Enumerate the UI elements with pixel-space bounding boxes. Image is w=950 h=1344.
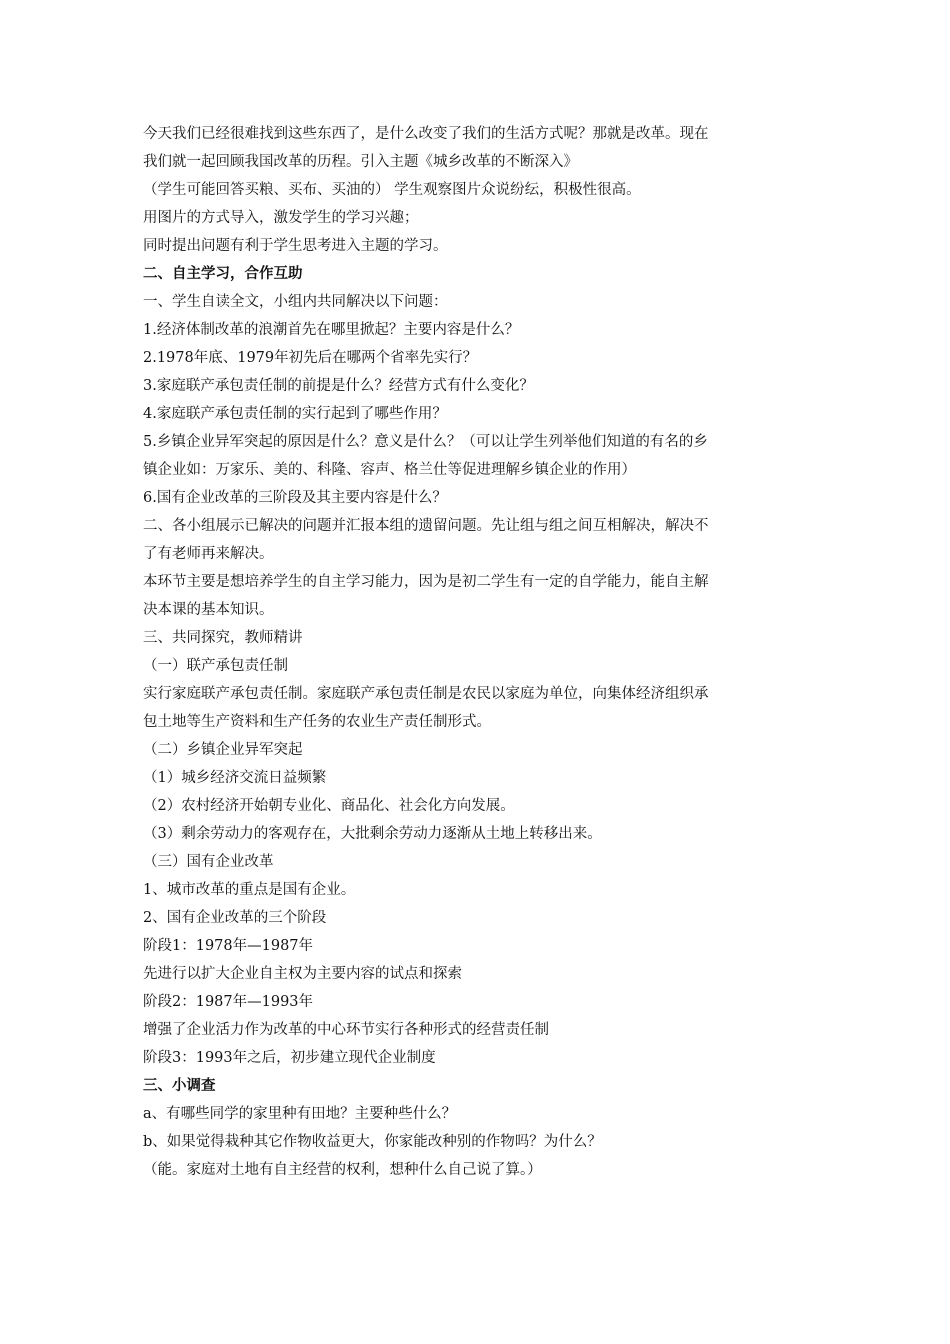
text-line: 1、城市改革的重点是国有企业。 [143,882,356,898]
text-line: （2）农村经济开始朝专业化、商品化、社会化方向发展。 [143,798,515,814]
text-line: 阶段1：1978年—1987年 [143,938,314,954]
text-line: a、有哪些同学的家里种有田地？主要种些什么？ [143,1106,457,1122]
text-line: 4.家庭联产承包责任制的实行起到了哪些作用？ [143,406,447,422]
text-line: 阶段3：1993年之后，初步建立现代企业制度 [143,1050,436,1066]
text-line: 镇企业如：万家乐、美的、科隆、容声、格兰仕等促进理解乡镇企业的作用） [143,462,636,478]
text-line: 今天我们已经很难找到这些东西了，是什么改变了我们的生活方式呢？那就是改革。现在 [143,126,709,142]
text-line: 二、各小组展示已解决的问题并汇报本组的遗留问题。先让组与组之间互相解决，解决不 [143,518,709,534]
text-line: 3.家庭联产承包责任制的前提是什么？经营方式有什么变化？ [143,378,534,394]
text-line: 1.经济体制改革的浪潮首先在哪里掀起？主要内容是什么？ [143,322,520,338]
text-line: 2、国有企业改革的三个阶段 [143,910,327,926]
text-line: 用图片的方式导入，激发学生的学习兴趣； [143,210,419,226]
text-line: 6.国有企业改革的三阶段及其主要内容是什么？ [143,490,447,506]
text-line: 2.1978年底、1979年初先后在哪两个省率先实行？ [143,350,478,366]
text-line: 先进行以扩大企业自主权为主要内容的试点和探索 [143,966,462,982]
text-line: （三）国有企业改革 [143,854,274,870]
text-line: 增强了企业活力作为改革的中心环节实行各种形式的经营责任制 [143,1022,549,1038]
text-line: 三、共同探究，教师精讲 [143,630,303,646]
document-body [143,120,813,1184]
text-line: （能。家庭对土地有自主经营的权利，想种什么自己说了算。） [143,1162,542,1178]
text-line: 本环节主要是想培养学生的自主学习能力，因为是初二学生有一定的自学能力，能自主解 [143,574,709,590]
text-line: 包土地等生产资料和生产任务的农业生产责任制形式。 [143,714,491,730]
text-line: 同时提出问题有利于学生思考进入主题的学习。 [143,238,448,254]
text-line: 了有老师再来解决。 [143,546,274,562]
text-line: （一）联产承包责任制 [143,658,288,674]
text-line: 我们就一起回顾我国改革的历程。引入主题《城乡改革的不断深入》 [143,154,578,170]
text-line: 一、学生自读全文，小组内共同解决以下问题： [143,294,448,310]
text-line: 5.乡镇企业异军突起的原因是什么？意义是什么？（可以让学生列举他们知道的有名的乡 [143,434,708,450]
text-line: b、如果觉得栽种其它作物收益更大，你家能改种别的作物吗？为什么？ [143,1134,602,1150]
text-line: 实行家庭联产承包责任制。家庭联产承包责任制是农民以家庭为单位，向集体经济组织承 [143,686,709,702]
text-line: 阶段2：1987年—1993年 [143,994,314,1010]
section-heading: 三、小调查 [143,1078,216,1094]
text-line: （学生可能回答买粮、买布、买油的） 学生观察图片众说纷纭，积极性很高。 [143,182,641,198]
text-line: （3）剩余劳动力的客观存在，大批剩余劳动力逐渐从土地上转移出来。 [143,826,602,842]
text-line: （二）乡镇企业异军突起 [143,742,303,758]
section-heading: 二、自主学习，合作互助 [143,266,303,282]
text-line: 决本课的基本知识。 [143,602,274,618]
text-line: （1）城乡经济交流日益频繁 [143,770,327,786]
